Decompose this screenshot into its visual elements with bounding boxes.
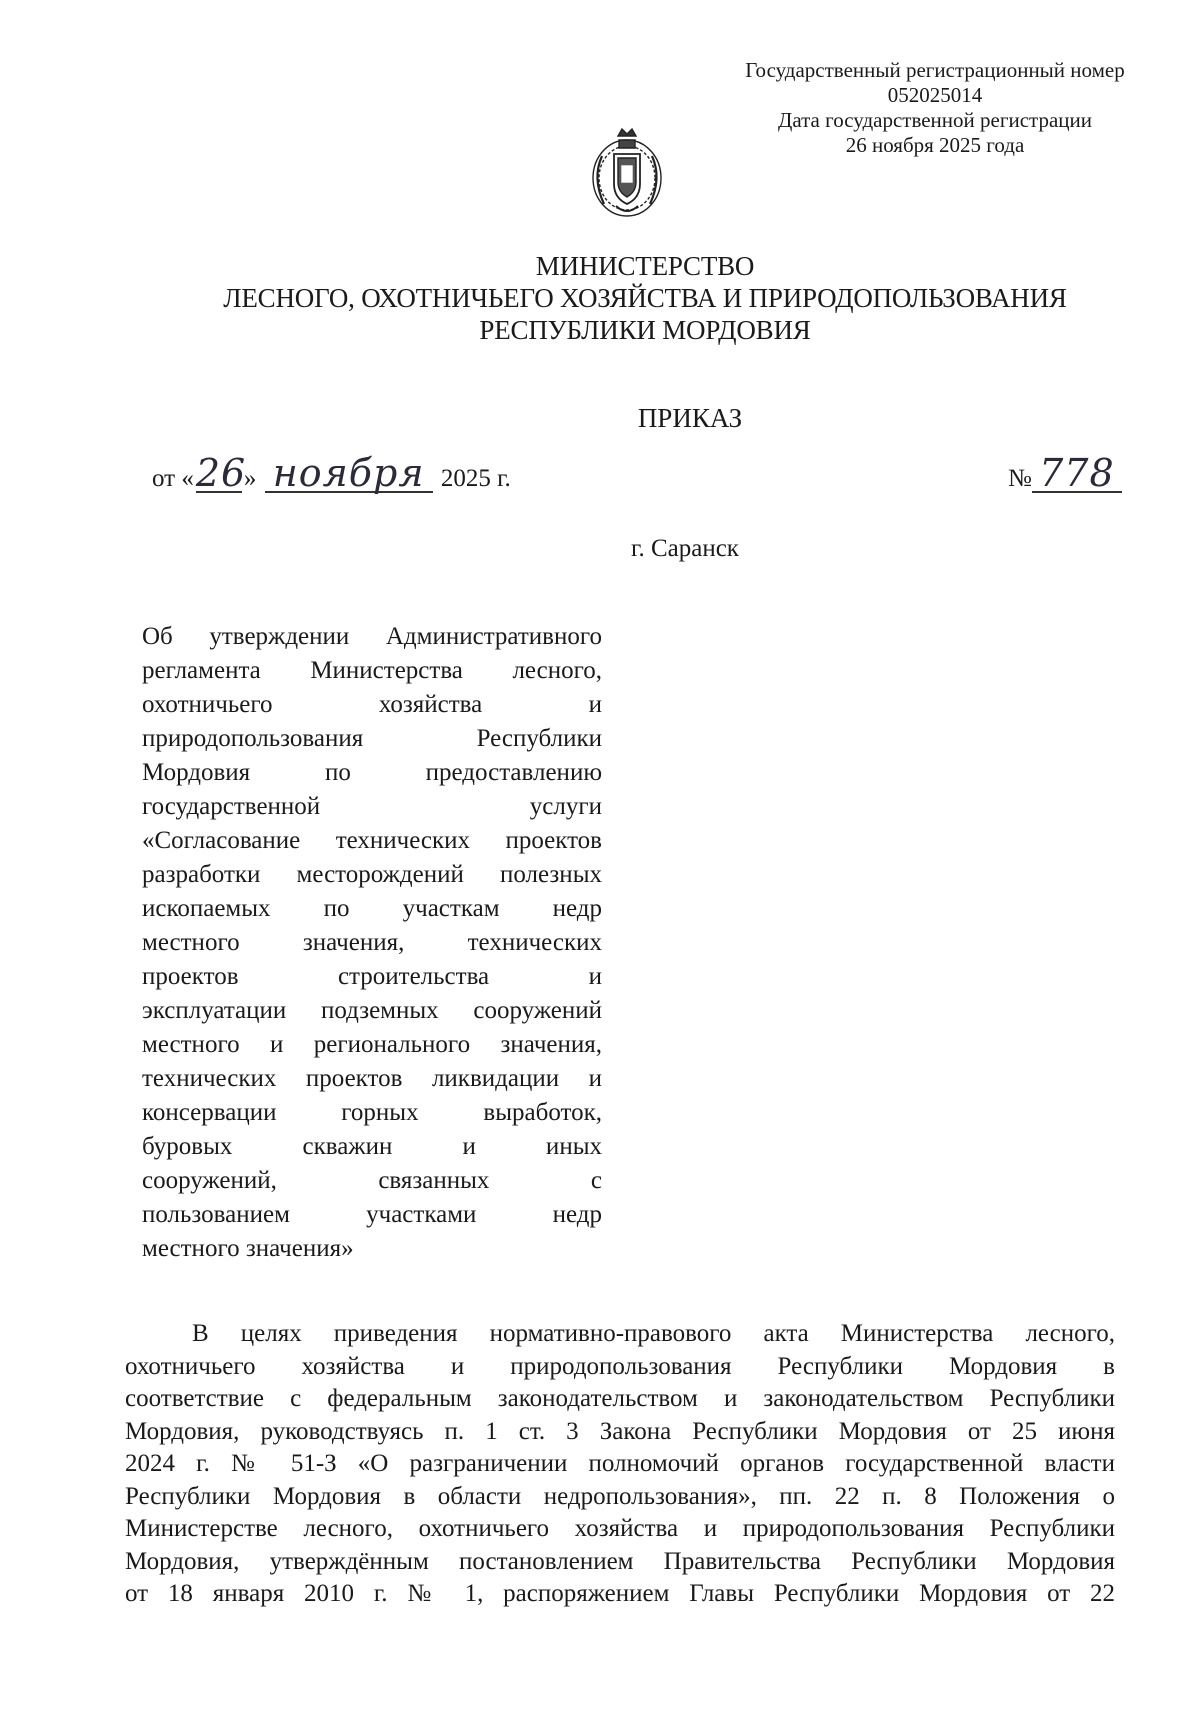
order-number-handwritten: 778 xyxy=(1032,455,1122,493)
registration-date: 26 ноября 2025 года xyxy=(845,133,1025,157)
ministry-line-3: РЕСПУБЛИКИ МОРДОВИЯ xyxy=(479,315,811,345)
date-year: 2025 г. xyxy=(440,465,511,492)
subject-line: «Согласование технических проектов xyxy=(142,827,602,854)
subject-line: регламента Министерства лесного, xyxy=(142,657,602,684)
body-line: Министерстве лесного, охотничьего хозяйства и природопользования Республики xyxy=(125,1515,1115,1542)
subject-line: пользованием участками недр xyxy=(142,1201,602,1228)
body-line: В целях приведения нормативно-правового акта Министерства лесного, xyxy=(192,1320,1115,1347)
subject-line: государственной услуги xyxy=(142,793,602,820)
subject-line: природопользования Республики xyxy=(142,725,602,752)
date-open-quote: « xyxy=(181,465,194,492)
subject-line: эксплуатации подземных сооружений xyxy=(142,997,602,1024)
subject-line: местного значения, технических xyxy=(142,929,602,956)
registration-number-label: Государственный регистрационный номер xyxy=(745,58,1125,82)
subject-line: сооружений, связанных с xyxy=(142,1167,602,1194)
subject-line: технических проектов ликвидации и xyxy=(142,1065,602,1092)
subject-line: консервации горных выработок, xyxy=(142,1099,602,1126)
ministry-header xyxy=(150,250,1140,346)
order-number xyxy=(1008,451,1122,495)
body-line: Мордовия, руководствуясь п. 1 ст. 3 Закона Республики Мордовия от 25 июня xyxy=(125,1417,1115,1445)
registration-number: 052025014 xyxy=(887,83,983,107)
body-line: Республики Мордовия в области недропользования», пп. 22 п. 8 Положения о xyxy=(125,1482,1115,1510)
registration-date-label: Дата государственной регистрации xyxy=(778,108,1092,132)
subject-line: местного и регионального значения, xyxy=(142,1031,602,1058)
number-sign: № xyxy=(1008,465,1032,492)
subject-line: ископаемых по участкам недр xyxy=(142,895,602,922)
registration-block xyxy=(700,58,1170,158)
body-line: Мордовия, утверждённым постановлением Правительства Республики Мордовия xyxy=(125,1547,1115,1575)
subject-line: проектов строительства и xyxy=(142,963,602,990)
subject-line: охотничьего хозяйства и xyxy=(142,691,602,718)
order-subject xyxy=(142,620,602,1266)
ministry-line-1: МИНИСТЕРСТВО xyxy=(535,251,755,281)
body-line: соответствие с федеральным законодательством и законодательством Республики xyxy=(125,1385,1115,1412)
subject-line: местного значения» xyxy=(142,1235,354,1262)
subject-line: Мордовия по предоставлению xyxy=(142,759,602,786)
date-close-quote: » xyxy=(243,465,257,492)
order-city: г. Саранск xyxy=(631,535,739,562)
date-day-handwritten: 26 xyxy=(195,451,247,495)
coat-of-arms-icon xyxy=(588,126,666,222)
body-line: от 18 января 2010 г. № 1, распоряжением Главы Республики Мордовия от 22 xyxy=(125,1580,1115,1607)
date-prefix: от xyxy=(152,465,176,492)
date-month-handwritten: ноября xyxy=(265,455,433,493)
subject-line: разработки месторождений полезных xyxy=(142,861,602,888)
order-body-paragraph xyxy=(125,1318,1115,1611)
ministry-line-2: ЛЕСНОГО, ОХОТНИЧЬЕГО ХОЗЯЙСТВА И ПРИРОДОПОЛЬЗОВАНИЯ xyxy=(223,283,1067,313)
body-line: охотничьего хозяйства и природопользования Республики Мордовия в xyxy=(125,1352,1115,1380)
body-line: 2024 г. № 51-З «О разграничении полномочий органов государственной власти xyxy=(125,1450,1115,1477)
subject-line: Об утверждении Административного xyxy=(142,623,602,650)
order-title: ПРИКАЗ xyxy=(637,403,743,433)
subject-line: буровых скважин и иных xyxy=(142,1133,602,1160)
order-date xyxy=(152,451,511,505)
